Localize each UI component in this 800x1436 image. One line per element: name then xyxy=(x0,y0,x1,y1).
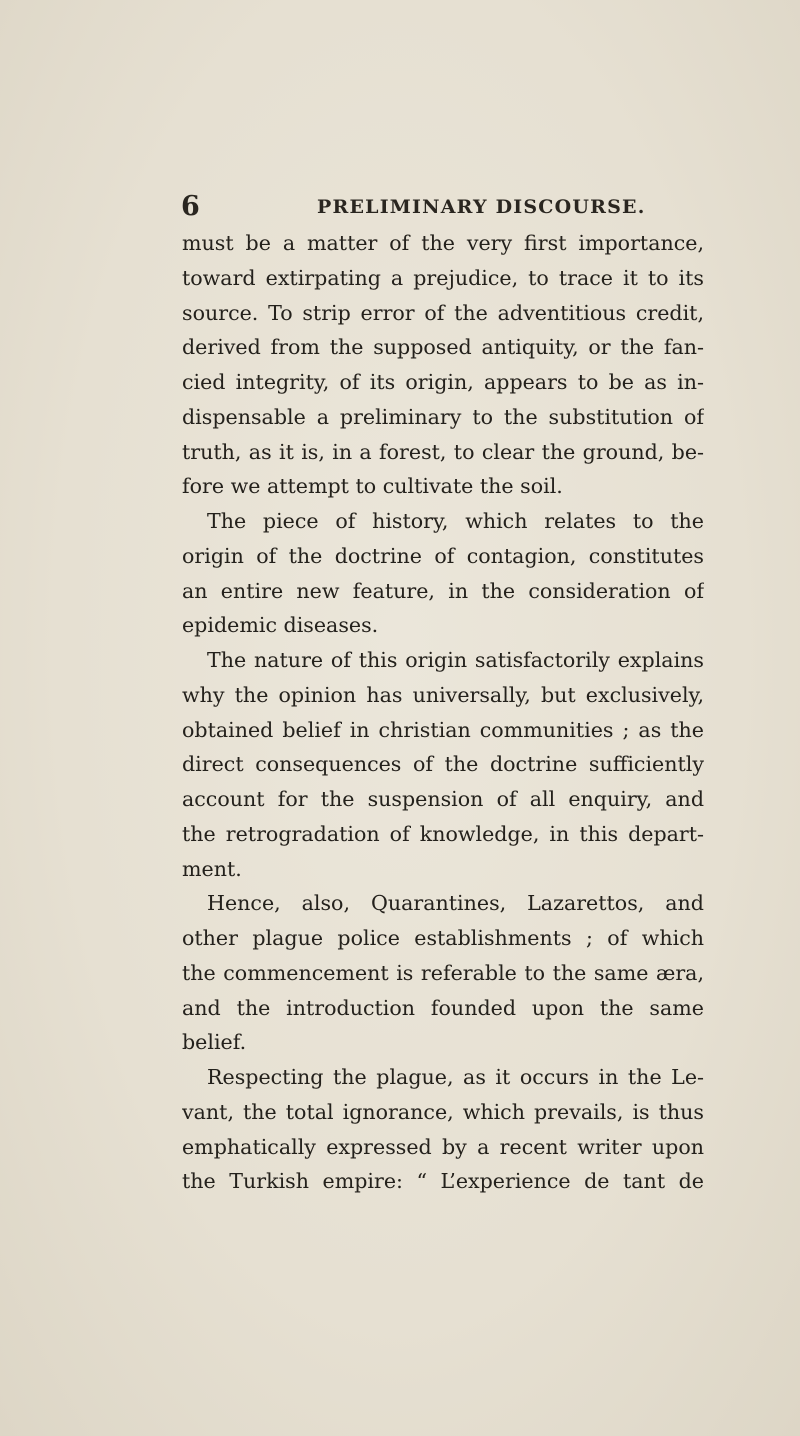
text-line: epidemic diseases. xyxy=(182,613,379,638)
page-header xyxy=(181,190,721,224)
text-line: the commencement is referable to the same æra, xyxy=(182,960,704,985)
text-line: The piece of history, which relates to the xyxy=(207,509,704,533)
text-line: account for the suspension of all enquiry, and xyxy=(182,787,704,811)
text-line: derived from the supposed antiquity, or the fan- xyxy=(182,335,704,360)
text-line: Hence, also, Quarantines, Lazarettos, and xyxy=(207,891,704,916)
text-line: obtained belief in christian communities ; as the xyxy=(182,717,704,742)
text-line: why the opinion has universally, but exclusively, xyxy=(182,682,704,707)
body-text xyxy=(182,226,704,1199)
text-line: origin of the doctrine of contagion, constitutes xyxy=(182,543,704,568)
text-line: must be a matter of the very first importance, xyxy=(182,231,704,255)
text-line: Respecting the plague, as it occurs in the Le- xyxy=(207,1065,704,1089)
text-line: source. To strip error of the adventitious credit, xyxy=(182,300,704,325)
text-line: emphatically expressed by a recent writer upon xyxy=(182,1134,704,1159)
text-line: ment. xyxy=(182,856,242,881)
running-head: PRELIMINARY DISCOURSE. xyxy=(317,196,646,218)
text-line: direct consequences of the doctrine sufficiently xyxy=(182,752,704,777)
page-number: 6 xyxy=(181,191,200,222)
text-line: an entire new feature, in the consideration of xyxy=(182,578,704,603)
text-line: dispensable a preliminary to the substitution of xyxy=(182,404,704,429)
text-line: The nature of this origin satisfactorily explains xyxy=(207,648,704,672)
text-line: the retrogradation of knowledge, in this depart- xyxy=(182,821,704,846)
text-line: other plague police establishments ; of which xyxy=(182,926,704,950)
text-line: belief. xyxy=(182,1030,247,1055)
text-line: and the introduction founded upon the same xyxy=(182,995,704,1020)
text-line: truth, as it is, in a forest, to clear the ground, be- xyxy=(182,439,704,464)
text-line: fore we attempt to cultivate the soil. xyxy=(182,474,563,499)
text-line: cied integrity, of its origin, appears to be as in- xyxy=(182,370,704,394)
text-line: vant, the total ignorance, which prevails, is thus xyxy=(182,1099,704,1124)
text-line: the Turkish empire: “ L’experience de tant de xyxy=(182,1169,704,1194)
text-line: toward extirpating a prejudice, to trace it to its xyxy=(182,265,704,290)
